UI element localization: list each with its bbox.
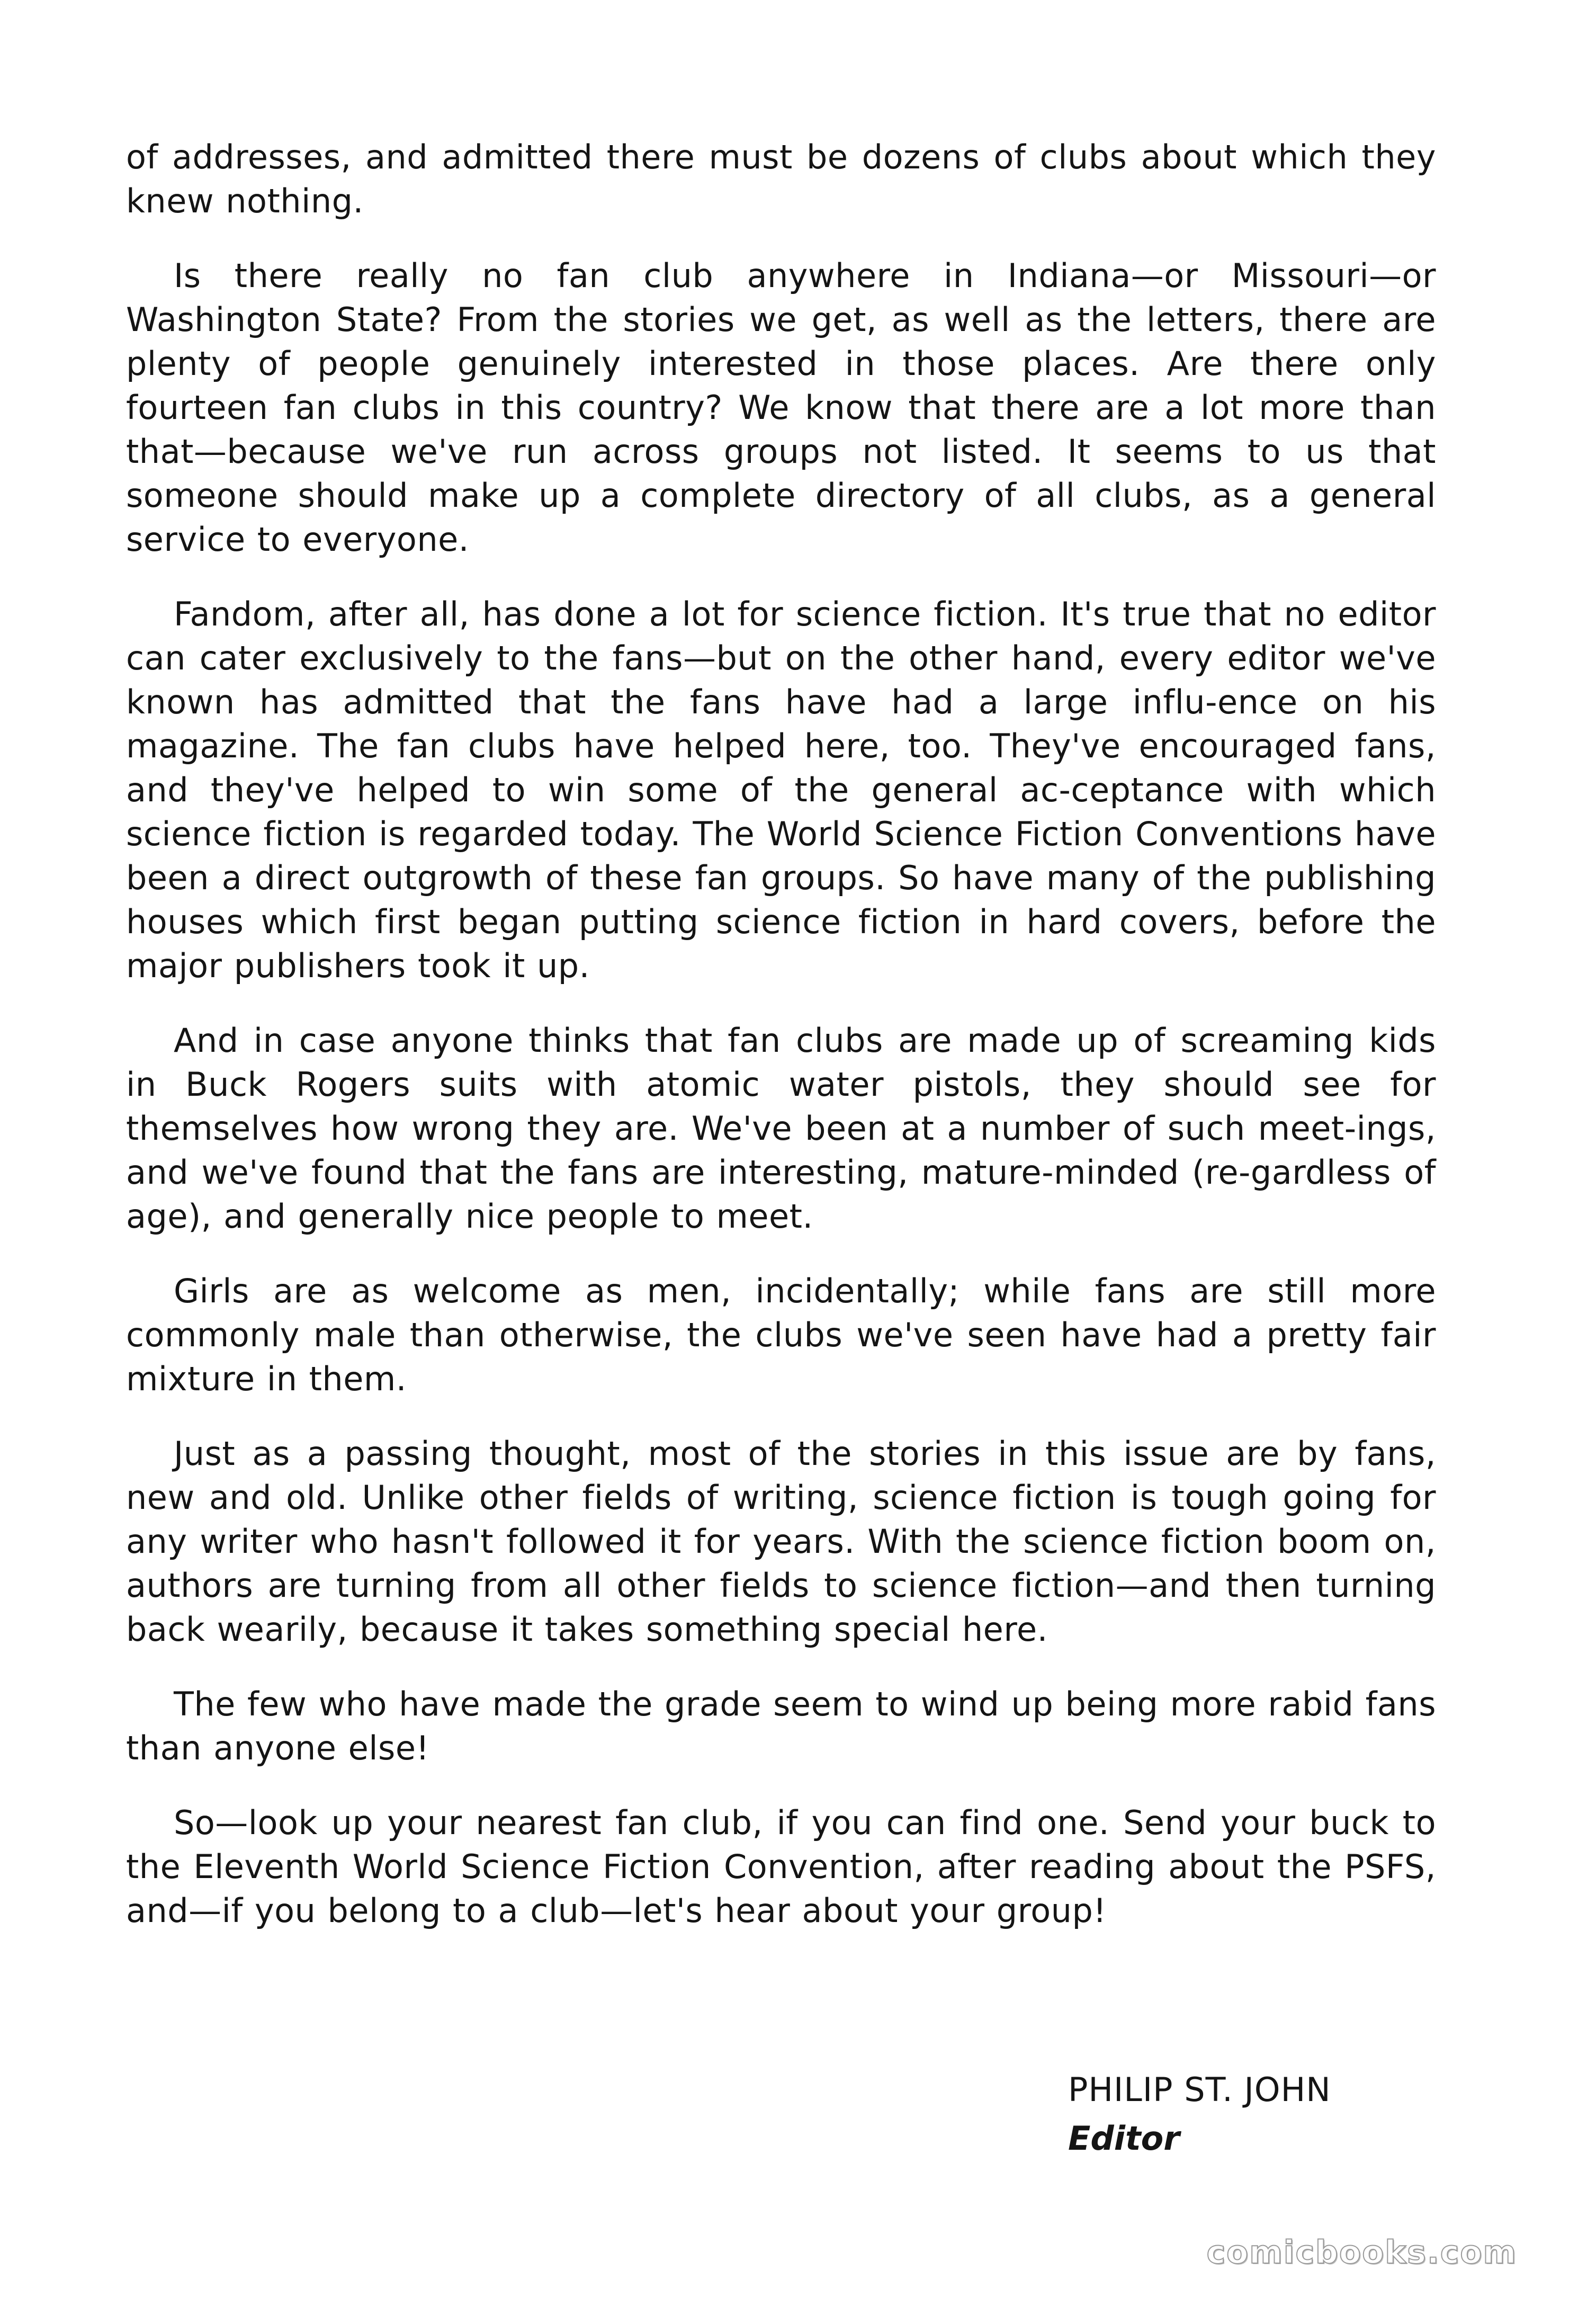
paragraph-continuation: of addresses, and admitted there must be dozens of clubs about which they knew nothing.	[126, 138, 1436, 220]
signature-title: Editor	[1068, 2119, 1180, 2158]
paragraph-fan-club-meetings: And in case anyone thinks that fan clubs are made up of screaming kids in Buck Rogers suits with atomic water pistols, they should see for themselves how wrong they are. We've been at a number of such meet-ings, and we've found that the fans are interesting, mature-minded (re-gardless of age), and generally nice people to meet.	[126, 1021, 1436, 1236]
paragraph-girls-welcome: Girls are as welcome as men, incidentally; while fans are still more commonly male than otherwise, the clubs we've seen have had a pretty fair mixture in them.	[126, 1272, 1436, 1398]
paragraph-rabid-fans: The few who have made the grade seem to wind up being more rabid fans than anyone else!	[126, 1685, 1436, 1767]
editor-signature	[1068, 2066, 1331, 2163]
paragraph-fan-club-directory: Is there really no fan club anywhere in Indiana—or Missouri—or Washington State? From the stories we get, as well as the letters, there are plenty of people genuinely interested in those places. Are there only fourteen fan clubs in this country? We know that there are a lot more than that—because we've run across groups not listed. It seems to us that someone should make up a complete directory of all clubs, as a general service to everyone.	[126, 256, 1436, 559]
watermark-logo: comicbooks.com	[1206, 2234, 1517, 2271]
paragraph-closing-call: So—look up your nearest fan club, if you can find one. Send your buck to the Eleventh World Science Fiction Convention, after reading about the PSFS, and—if you belong to a club—let's hear about your group!	[126, 1803, 1436, 1930]
editorial-text-column	[126, 135, 1436, 1963]
paragraph-stories-by-fans: Just as a passing thought, most of the stories in this issue are by fans, new and old. Unlike other fields of writing, science fiction is tough going for any writer who hasn't followed it for years. With the science fiction boom on, authors are turning from all other fields to science fiction—and then turning back wearily, because it takes something special here.	[126, 1434, 1436, 1649]
signature-name: PHILIP ST. JOHN	[1068, 2070, 1331, 2109]
paragraph-fandom-influence: Fandom, after all, has done a lot for science fiction. It's true that no editor can cater exclusively to the fans—but on the other hand, every editor we've known has admitted that the fans have had a large influ-ence on his magazine. The fan clubs have helped here, too. They've encouraged fans, and they've helped to win some of the general ac-ceptance with which science fiction is regarded today. The World Science Fiction Conventions have been a direct outgrowth of these fan groups. So have many of the publishing houses which first began putting science fiction in hard covers, before the major publishers took it up.	[126, 595, 1436, 985]
